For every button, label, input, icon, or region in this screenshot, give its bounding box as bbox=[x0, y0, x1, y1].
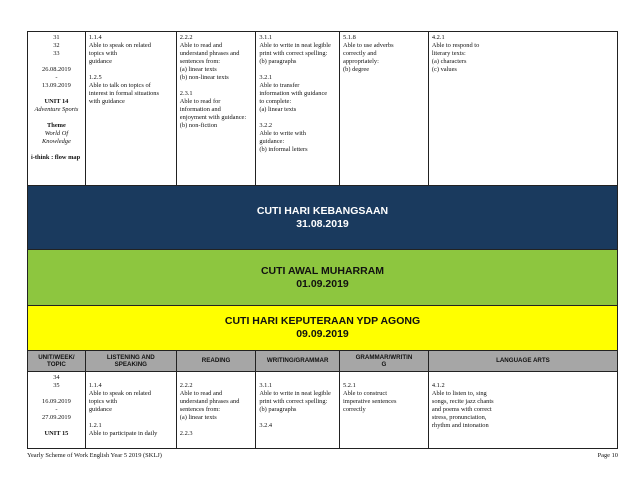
skill-code: 3.1.1 bbox=[259, 34, 273, 41]
grammar-cell bbox=[340, 32, 429, 186]
skill-text: Able to speak on related bbox=[88, 42, 151, 49]
skill-text: (a) characters bbox=[431, 58, 467, 65]
holiday-date: 01.09.2019 bbox=[296, 277, 349, 290]
skill-code: 5.2.1 bbox=[343, 382, 356, 389]
skill-text: and poems with correct bbox=[431, 406, 492, 413]
skill-text: (b) informal letters bbox=[259, 146, 308, 153]
skill-code: 3.1.1 bbox=[259, 382, 273, 389]
skill-code: 1.1.4 bbox=[88, 34, 102, 41]
skill-text: (b) paragraphs bbox=[259, 58, 297, 65]
holiday-date: 31.08.2019 bbox=[296, 217, 349, 230]
holiday-banner-cell bbox=[28, 250, 618, 306]
header-text: SPEAKING bbox=[114, 361, 147, 368]
date-dash: - bbox=[55, 74, 58, 81]
skill-code: 4.1.2 bbox=[431, 382, 445, 389]
skill-text: topics with bbox=[88, 398, 118, 405]
skill-text: imperative sentences bbox=[343, 398, 397, 405]
skill-text: (b) non-fiction bbox=[179, 122, 218, 129]
header-text: WRITING/GRAMMAR bbox=[266, 357, 329, 365]
skill-text: (b) non-linear texts bbox=[179, 74, 229, 81]
date-from: 16.09.2019 bbox=[42, 398, 71, 405]
ithink-label: i-think : flow map bbox=[31, 154, 81, 161]
page-footer bbox=[27, 452, 618, 460]
skill-text: with guidance bbox=[88, 98, 125, 105]
skill-text: Able to participate in daily bbox=[88, 430, 158, 437]
header-listening bbox=[85, 351, 176, 372]
skill-text: literary texts: bbox=[431, 50, 466, 57]
skill-text: Able to write with bbox=[259, 130, 307, 137]
week-cell bbox=[28, 372, 86, 449]
skill-code: 1.2.1 bbox=[88, 422, 102, 429]
week-number: 35 bbox=[53, 382, 60, 389]
week-number: 34 bbox=[53, 374, 60, 381]
date-to: 13.09.2019 bbox=[42, 82, 71, 89]
skill-text: (c) values bbox=[431, 66, 457, 73]
header-text: GRAMMAR/WRITIN bbox=[355, 353, 413, 361]
scheme-of-work-page bbox=[27, 31, 618, 449]
skill-text: correctly and bbox=[343, 50, 377, 57]
week-number: 32 bbox=[53, 42, 60, 49]
skill-code: 2.2.2 bbox=[179, 34, 193, 41]
week-number: 33 bbox=[53, 50, 60, 57]
reading-cell bbox=[176, 32, 256, 186]
page-number: Page 10 bbox=[597, 452, 618, 459]
holiday-title: CUTI HARI KEBANGSAAN bbox=[256, 204, 389, 217]
skill-text: print with correct spelling: bbox=[259, 50, 328, 57]
holiday-banner-cell bbox=[28, 186, 618, 250]
header-text: G bbox=[381, 361, 387, 368]
holiday-banner-muharram bbox=[28, 250, 618, 306]
skill-text: Able to write in neat legible bbox=[259, 42, 331, 49]
date-from: 26.08.2019 bbox=[42, 66, 71, 73]
holiday-date: 09.09.2019 bbox=[296, 328, 349, 340]
skill-text: Able to construct bbox=[343, 390, 388, 397]
footer-title: Yearly Scheme of Work English Year 5 2019 (SKLJ) bbox=[27, 452, 162, 459]
unit-label: UNIT 15 bbox=[44, 430, 69, 437]
skill-text: Able to read for bbox=[179, 98, 221, 105]
skill-code: 1.1.4 bbox=[88, 382, 102, 389]
header-writing bbox=[256, 351, 340, 372]
holiday-banner-cell bbox=[28, 306, 618, 351]
skill-text: appropriately: bbox=[343, 58, 379, 65]
header-text: READING bbox=[201, 357, 231, 365]
skill-text: topics with bbox=[88, 50, 118, 57]
skill-text: information with guidance bbox=[259, 90, 328, 97]
skill-text: to complete: bbox=[259, 98, 292, 105]
week-cell bbox=[28, 32, 86, 186]
skill-text: sentences from: bbox=[179, 406, 221, 413]
listening-cell bbox=[85, 372, 176, 449]
grammar-cell bbox=[340, 372, 429, 449]
skill-code: 2.3.1 bbox=[179, 90, 193, 97]
holiday-banner-agong bbox=[28, 306, 618, 351]
scheme-table bbox=[27, 31, 618, 449]
skill-code: 3.2.1 bbox=[259, 74, 273, 81]
header-text: TOPIC bbox=[47, 361, 66, 368]
skill-text: Able to write in neat legible bbox=[259, 390, 331, 397]
theme-text: World Of bbox=[44, 130, 69, 137]
skill-text: (a) linear texts bbox=[259, 106, 297, 113]
reading-cell bbox=[176, 372, 256, 449]
skill-code: 2.2.3 bbox=[179, 430, 193, 437]
skill-text: understand phrases and bbox=[179, 398, 240, 405]
skill-text: guidance: bbox=[259, 138, 285, 145]
skill-text: guidance bbox=[88, 406, 112, 413]
theme-text: Knowledge bbox=[42, 138, 71, 145]
header-unit bbox=[28, 351, 86, 372]
skill-text: print with correct spelling: bbox=[259, 398, 328, 405]
skill-text: guidance bbox=[88, 58, 112, 65]
language-arts-cell bbox=[428, 32, 617, 186]
date-dash: - bbox=[55, 406, 58, 413]
skill-text: understand phrases and bbox=[179, 50, 240, 57]
header-reading bbox=[176, 351, 256, 372]
skill-text: songs, recite jazz chants bbox=[431, 398, 494, 405]
unit-title: Adventure Sports bbox=[34, 106, 79, 113]
skill-text: (b) paragraphs bbox=[259, 406, 297, 413]
skill-text: Able to read and bbox=[179, 390, 223, 397]
header-text: LANGUAGE ARTS bbox=[496, 357, 550, 365]
skill-text: Able to speak on related bbox=[88, 390, 151, 397]
skill-text: Able to use adverbs bbox=[343, 42, 394, 49]
header-text: LISTENING AND bbox=[106, 353, 155, 361]
skill-text: correctly bbox=[343, 406, 366, 413]
skill-code: 1.2.5 bbox=[88, 74, 102, 81]
skill-text: information and bbox=[179, 106, 221, 113]
skill-text: (b) degree bbox=[343, 66, 370, 73]
table-row bbox=[28, 32, 618, 186]
listening-cell bbox=[85, 32, 176, 186]
table-row bbox=[28, 372, 618, 449]
skill-text: stress, pronunciation, bbox=[431, 414, 487, 421]
theme-label: Theme bbox=[47, 122, 66, 129]
skill-text: Able to read and bbox=[179, 42, 223, 49]
skill-code: 2.2.2 bbox=[179, 382, 193, 389]
skill-text: Able to listen to, sing bbox=[431, 390, 487, 397]
header-text: UNIT/WEEK/ bbox=[38, 353, 75, 361]
skill-text: sentences from: bbox=[179, 58, 221, 65]
skill-code: 3.2.4 bbox=[259, 422, 273, 429]
skill-text: interest in formal situations bbox=[88, 90, 159, 97]
unit-label: UNIT 14 bbox=[44, 98, 69, 105]
date-to: 27.09.2019 bbox=[42, 414, 71, 421]
holiday-banner-kebangsaan bbox=[28, 186, 618, 250]
writing-cell bbox=[256, 372, 340, 449]
header-language-arts bbox=[428, 351, 617, 372]
holiday-title: CUTI HARI KEPUTERAAN YDP AGONG bbox=[224, 315, 421, 327]
skill-text: (a) linear texts bbox=[179, 414, 217, 421]
writing-cell bbox=[256, 32, 340, 186]
skill-text: enjoyment with guidance: bbox=[179, 114, 247, 121]
skill-text: Able to talk on topics of bbox=[88, 82, 151, 89]
skill-text: Able to transfer bbox=[259, 82, 300, 89]
skill-text: rhythm and intonation bbox=[431, 422, 489, 429]
skill-code: 3.2.2 bbox=[259, 122, 273, 129]
language-arts-cell bbox=[428, 372, 617, 449]
skill-code: 4.2.1 bbox=[431, 34, 445, 41]
header-grammar bbox=[340, 351, 429, 372]
skill-code: 5.1.8 bbox=[343, 34, 356, 41]
week-number: 31 bbox=[53, 34, 60, 41]
table-header-row bbox=[28, 351, 618, 372]
skill-text: Able to respond to bbox=[431, 42, 480, 49]
skill-text: (a) linear texts bbox=[179, 66, 217, 73]
holiday-title: CUTI AWAL MUHARRAM bbox=[260, 264, 385, 277]
